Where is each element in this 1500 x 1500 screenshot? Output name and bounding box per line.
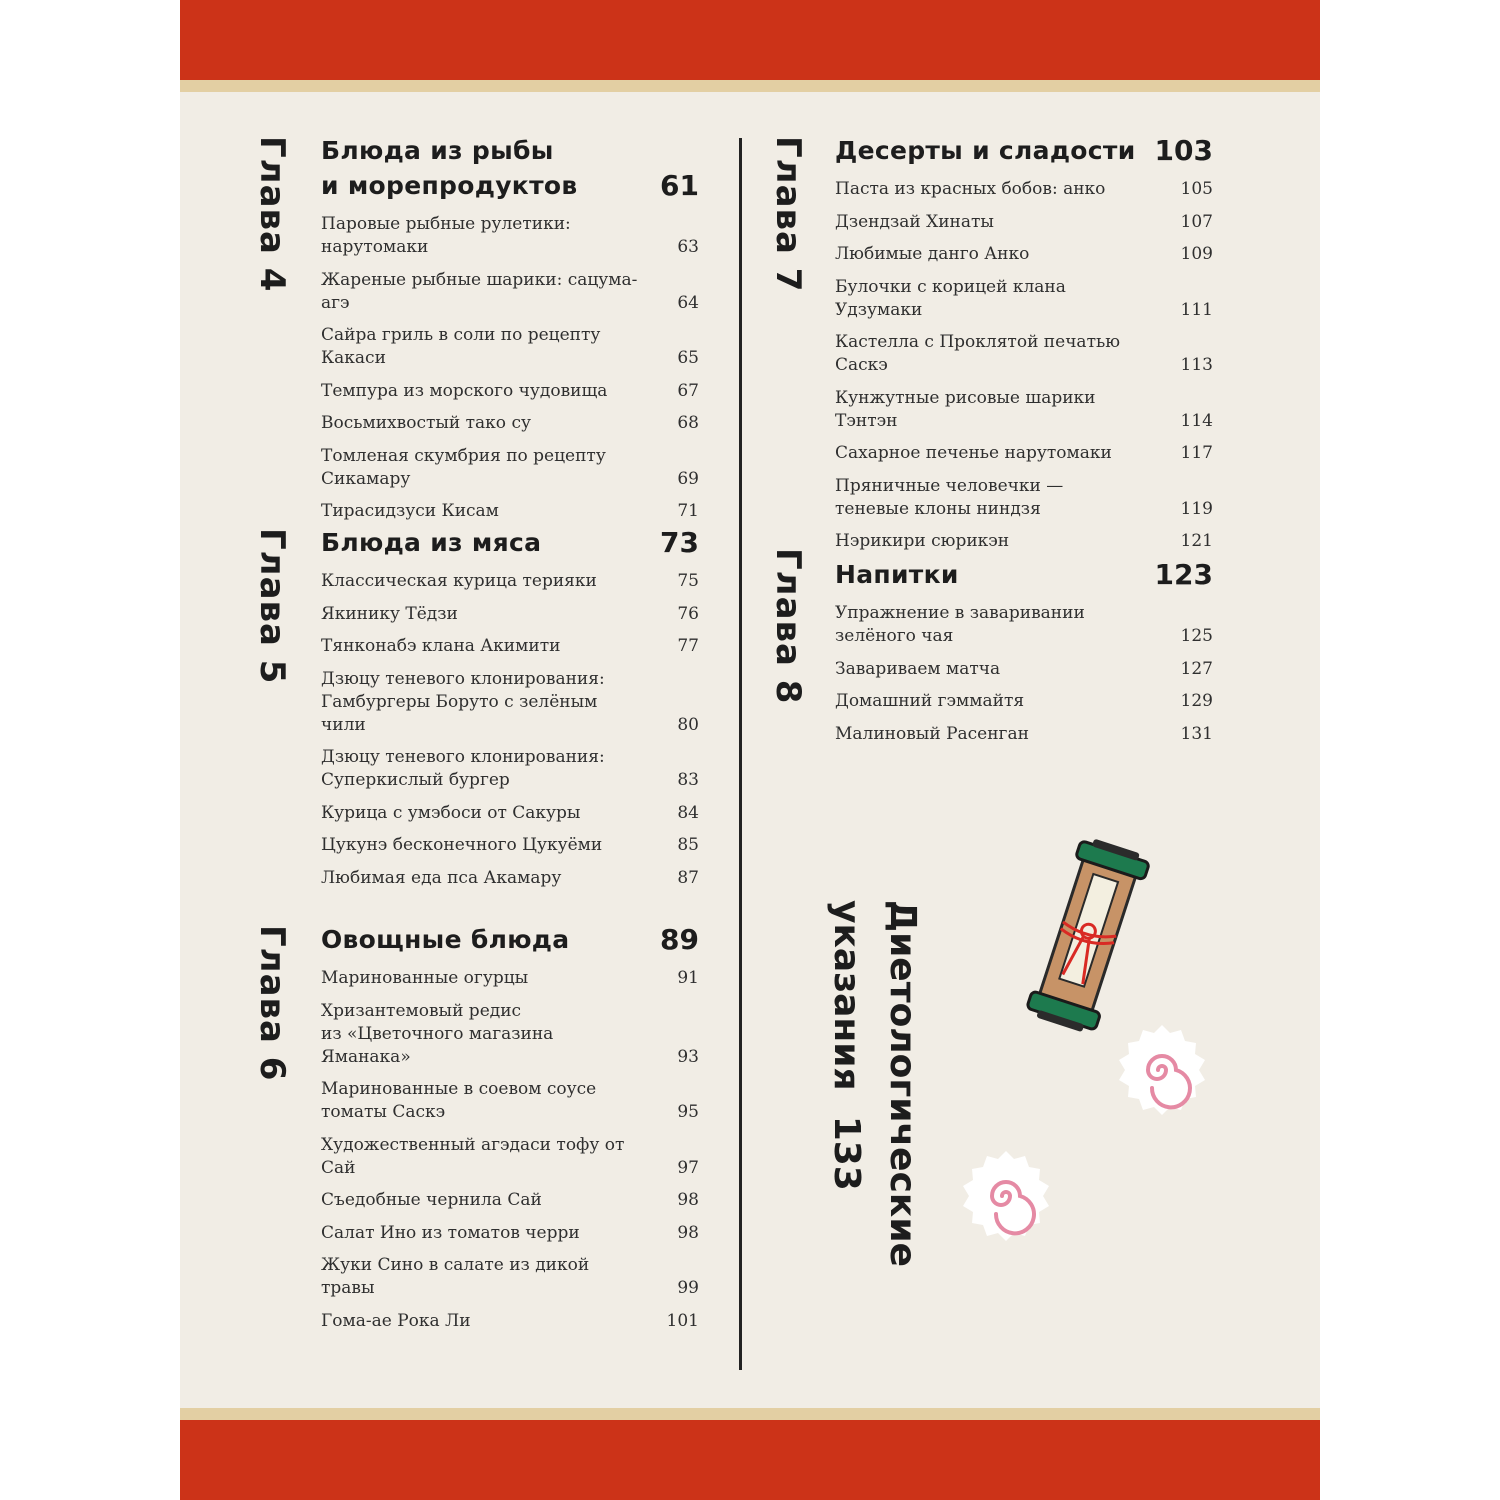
- chapter-title: Напитки: [835, 560, 959, 589]
- entry-page: 105: [1180, 179, 1213, 199]
- chapter-heading: [321, 133, 699, 203]
- entry-page: 129: [1180, 691, 1213, 711]
- entry-title: Хризантемовый редис из «Цветочного магазина Яманака»: [321, 1000, 554, 1067]
- toc-entry[interactable]: [835, 723, 1213, 746]
- toc-entry[interactable]: [321, 834, 699, 857]
- toc-entry[interactable]: [835, 658, 1213, 681]
- entry-title: Жуки Сино в салате из дикой травы: [321, 1255, 590, 1298]
- entry-title: Восьмихвостый тако су: [321, 413, 531, 433]
- toc-entry[interactable]: [835, 475, 1213, 521]
- entry-page: 67: [677, 380, 699, 401]
- entry-title: Паровые рыбные рулетики: нарутомаки: [321, 214, 571, 257]
- entry-title: Темпура из морского чудовища: [321, 380, 608, 401]
- toc-entry[interactable]: [835, 690, 1213, 713]
- toc-entry[interactable]: [321, 380, 699, 403]
- entry-title: Гома-ае Рока Ли: [321, 1310, 471, 1331]
- entry-title: Кунжутные рисовые шарики Тэнтэн: [835, 387, 1096, 431]
- toc-entry[interactable]: [321, 445, 699, 491]
- toc-entry[interactable]: [835, 276, 1213, 322]
- entry-title: Дзюцу теневого клонирования: Гамбургеры Боруто с зелёным чили: [321, 668, 605, 735]
- entry-title: Маринованные в соевом соусе томаты Саскэ: [321, 1079, 597, 1122]
- book-page: [180, 0, 1320, 1500]
- entry-list: [321, 967, 699, 1333]
- entry-list: [321, 213, 699, 523]
- dietary-page-number: 133: [826, 1115, 867, 1191]
- entry-title: Дзюцу теневого клонирования: Суперкислый бургер: [321, 747, 605, 790]
- toc-entry[interactable]: [321, 1134, 699, 1180]
- entry-page: 99: [677, 1278, 699, 1298]
- entry-title: Упражнение в заваривании зелёного чая: [835, 603, 1085, 646]
- chapter-page-number: 73: [660, 526, 699, 559]
- chapter-title: Десерты и сладости: [835, 136, 1136, 165]
- toc-entry[interactable]: [321, 1254, 699, 1300]
- entry-page: 119: [1180, 498, 1213, 519]
- dietary-title-line1: Диетологические: [882, 900, 923, 1267]
- entry-page: 95: [677, 1102, 699, 1122]
- entry-title: Сахарное печенье нарутомаки: [835, 443, 1112, 463]
- toc-entry[interactable]: [835, 178, 1213, 201]
- narutomaki-icon: [1112, 1020, 1212, 1120]
- entry-page: 85: [677, 835, 699, 855]
- chapter-section: [835, 133, 1213, 563]
- entry-list: [835, 178, 1213, 553]
- top-red-band: [180, 0, 1320, 80]
- toc-entry[interactable]: [835, 442, 1213, 465]
- entry-page: 131: [1180, 723, 1213, 744]
- entry-page: 63: [677, 237, 699, 257]
- entry-page: 71: [677, 501, 699, 521]
- entry-page: 84: [677, 802, 699, 823]
- toc-entry[interactable]: [835, 530, 1213, 553]
- entry-title: Жареные рыбные шарики: сацума-агэ: [321, 269, 638, 313]
- chapter-label: Глава 7: [768, 136, 808, 293]
- top-gold-trim: [180, 80, 1320, 92]
- entry-page: 75: [677, 571, 699, 591]
- entry-title: Цукунэ бесконечного Цукуёми: [321, 835, 603, 855]
- toc-entry[interactable]: [321, 500, 699, 523]
- entry-title: Якинику Тёдзи: [321, 603, 458, 624]
- entry-title: Съедобные чернила Сай: [321, 1190, 542, 1210]
- chapter-heading: [321, 922, 699, 957]
- entry-page: 64: [677, 292, 699, 313]
- entry-page: 93: [677, 1046, 699, 1067]
- toc-entry[interactable]: [321, 802, 699, 825]
- toc-entry[interactable]: [835, 602, 1213, 648]
- chapter-section: [835, 557, 1213, 755]
- chapter-section: [321, 133, 699, 533]
- narutomaki-icon: [956, 1146, 1056, 1246]
- entry-page: 111: [1180, 299, 1213, 320]
- toc-entry[interactable]: [321, 603, 699, 626]
- chapter-label: Глава 5: [252, 528, 292, 685]
- entry-title: Томленая скумбрия по рецепту Сикамару: [321, 445, 606, 489]
- chapter-page-number: 89: [660, 923, 699, 956]
- entry-page: 107: [1180, 211, 1213, 232]
- entry-page: 83: [677, 770, 699, 790]
- toc-entry[interactable]: [835, 243, 1213, 266]
- toc-entry[interactable]: [321, 867, 699, 890]
- entry-page: 65: [677, 348, 699, 368]
- entry-title: Нэрикири сюрикэн: [835, 531, 1010, 551]
- toc-entry[interactable]: [321, 1000, 699, 1069]
- chapter-heading: [835, 557, 1213, 592]
- chapter-heading: [321, 525, 699, 560]
- entry-title: Художественный агэдаси тофу от Сай: [321, 1134, 625, 1178]
- chapter-title: Блюда из мяса: [321, 528, 542, 557]
- chapter-title: Овощные блюда: [321, 925, 570, 954]
- entry-list: [321, 570, 699, 890]
- entry-page: 97: [677, 1157, 699, 1178]
- toc-entry[interactable]: [321, 1222, 699, 1245]
- entry-page: 98: [677, 1190, 699, 1210]
- entry-page: 121: [1180, 531, 1213, 551]
- entry-page: 125: [1180, 626, 1213, 646]
- entry-page: 113: [1180, 355, 1213, 375]
- entry-page: 98: [677, 1222, 699, 1243]
- entry-page: 76: [677, 603, 699, 624]
- entry-page: 77: [677, 636, 699, 656]
- entry-title: Салат Ино из томатов черри: [321, 1222, 580, 1243]
- entry-page: 91: [677, 968, 699, 988]
- toc-entry[interactable]: [321, 1310, 699, 1333]
- entry-page: 114: [1180, 410, 1213, 431]
- entry-title: Малиновый Расенган: [835, 723, 1029, 744]
- toc-entry[interactable]: [321, 746, 699, 792]
- entry-title: Булочки с корицей клана Удзумаки: [835, 276, 1066, 320]
- entry-title: Паста из красных бобов: анко: [835, 179, 1106, 199]
- entry-title: Пряничные человечки — теневые клоны ниндзя: [835, 475, 1064, 519]
- entry-page: 69: [677, 468, 699, 489]
- entry-page: 80: [677, 714, 699, 735]
- toc-entry[interactable]: [321, 213, 699, 259]
- entry-page: 127: [1180, 658, 1213, 679]
- chapter-section: [321, 922, 699, 1342]
- entry-title: Сайра гриль в соли по рецепту Какаси: [321, 325, 601, 368]
- toc-entry[interactable]: [321, 668, 699, 737]
- entry-page: 68: [677, 413, 699, 433]
- chapter-label: Глава 6: [252, 925, 292, 1082]
- chapter-heading: [835, 133, 1213, 168]
- chapter-page-number: 61: [660, 169, 699, 202]
- entry-title: Классическая курица терияки: [321, 571, 597, 591]
- toc-entry[interactable]: [321, 412, 699, 435]
- entry-page: 87: [677, 867, 699, 888]
- chapter-section: [321, 525, 699, 899]
- chapter-page-number: 123: [1154, 558, 1213, 591]
- chapter-page-number: 103: [1154, 134, 1213, 167]
- toc-entry[interactable]: [321, 570, 699, 593]
- toc-entry[interactable]: [321, 324, 699, 370]
- chapter-label: Глава 4: [252, 136, 292, 293]
- toc-entry[interactable]: [835, 387, 1213, 433]
- entry-title: Тянконабэ клана Акимити: [321, 636, 561, 656]
- toc-entry[interactable]: [321, 967, 699, 990]
- entry-title: Домашний гэммайтя: [835, 691, 1025, 711]
- entry-page: 117: [1180, 443, 1213, 463]
- dietary-title-line2: [820, 900, 872, 1191]
- scroll-icon: [1020, 836, 1160, 1036]
- entry-page: 109: [1180, 244, 1213, 264]
- toc-entry[interactable]: [321, 1078, 699, 1124]
- chapter-title: Блюда из рыбы и морепродуктов: [321, 136, 578, 200]
- chapter-label: Глава 8: [768, 548, 808, 705]
- column-divider: [739, 138, 742, 1370]
- bottom-gold-trim: [180, 1408, 1320, 1420]
- entry-title: Тирасидзуси Кисам: [321, 501, 499, 521]
- entry-title: Любимые данго Анко: [835, 244, 1030, 264]
- toc-entry[interactable]: [835, 331, 1213, 377]
- entry-title: Кастелла с Проклятой печатью Саскэ: [835, 332, 1121, 375]
- entry-title: Любимая еда пса Акамару: [321, 867, 562, 888]
- entry-title: Завариваем матча: [835, 658, 1001, 679]
- entry-list: [835, 602, 1213, 746]
- toc-entry[interactable]: [321, 635, 699, 658]
- entry-title: Дзендзай Хинаты: [835, 211, 994, 232]
- entry-title: Маринованные огурцы: [321, 968, 529, 988]
- entry-page: 101: [666, 1310, 699, 1331]
- bottom-red-band: [180, 1420, 1320, 1500]
- toc-entry[interactable]: [321, 269, 699, 315]
- toc-entry[interactable]: [321, 1189, 699, 1212]
- entry-title: Курица с умэбоси от Сакуры: [321, 802, 581, 823]
- dietary-line2-text: указания: [826, 900, 867, 1091]
- toc-entry[interactable]: [835, 211, 1213, 234]
